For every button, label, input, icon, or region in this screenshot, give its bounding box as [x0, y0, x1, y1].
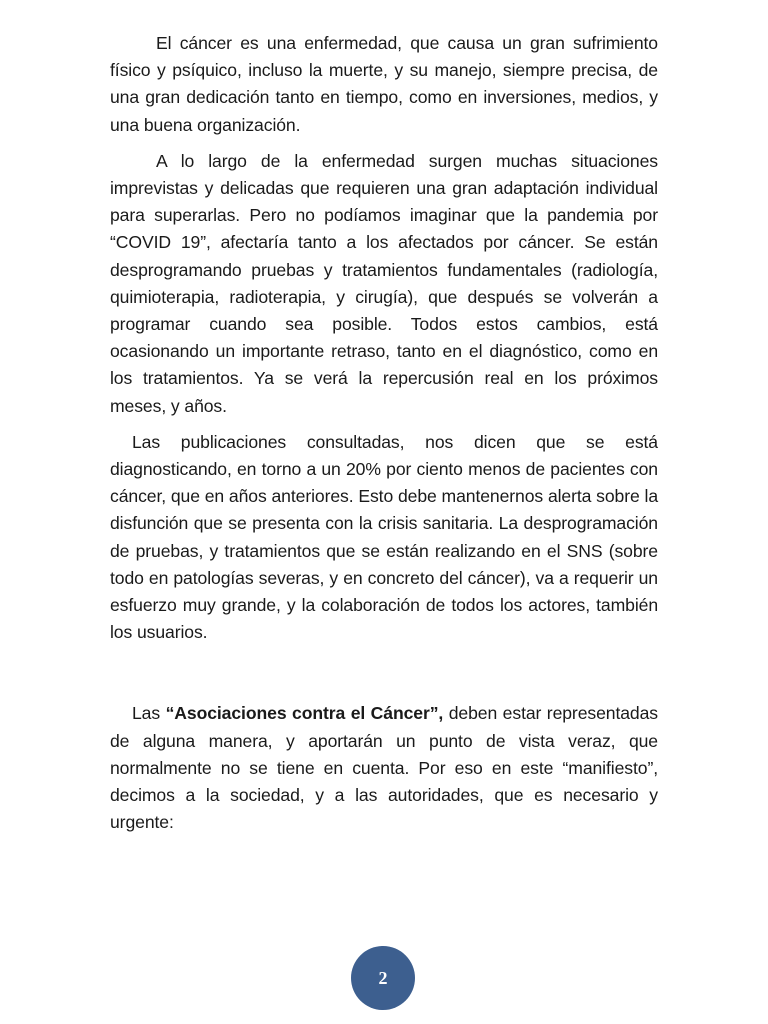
page-number: 2 — [378, 967, 388, 988]
paragraph-4-rest: deben estar representadas de alguna manera, y aportarán un punto de vista veraz, que normalmente no se tiene en cuenta. Por eso en este “manifiesto”, decimos a la sociedad, y a las autoridades, que es necesario y urgente: — [110, 703, 658, 833]
paragraph-3: Las publicaciones consultadas, nos dicen que se está diagnosticando, en torno a un 20% por ciento menos de pacientes con cáncer, que en años anteriores. Esto debe mantenernos alerta sobre la disfunción que se presenta con la crisis sanitaria. La desprogramación de pruebas, y tratamientos que se están realizando en el SNS (sobre todo en patologías severas, y en concreto del cáncer), va a requerir un esfuerzo muy grande, y la colaboración de todos los actores, también los usuarios. — [110, 431, 658, 643]
paragraph-spacer — [110, 655, 658, 700]
paragraph-4-start: Las — [132, 703, 166, 724]
page-number-badge — [351, 946, 415, 1010]
paragraph-4 — [110, 700, 658, 836]
paragraph-1: El cáncer es una enfermedad, que causa un gran sufrimiento físico y psíquico, incluso la muerte, y su manejo, siempre precisa, de una gran dedicación tanto en tiempo, como en inversiones, medios, y una buena organización. — [110, 33, 658, 135]
paragraph-4-bold-phrase: “Asociaciones contra el Cáncer”, — [165, 703, 444, 724]
paragraph-2: A lo largo de la enfermedad surgen muchas situaciones imprevistas y delicadas que requieren una gran adaptación individual para superarlas. Pero no podíamos imaginar que la pandemia por “COVID 19”, afectaría tanto a los afectados por cáncer. Se están desprogramando pruebas y tratamientos fundamentales (radiología, quimioterapia, radioterapia, y cirugía), que después se volverán a programar cuando sea posible. Todos estos cambios, está ocasionando un importante retraso, tanto en el diagnóstico, como en los tratamientos. Ya se verá la repercusión real en los próximos meses, y años. — [110, 150, 658, 416]
document-body — [110, 30, 658, 845]
